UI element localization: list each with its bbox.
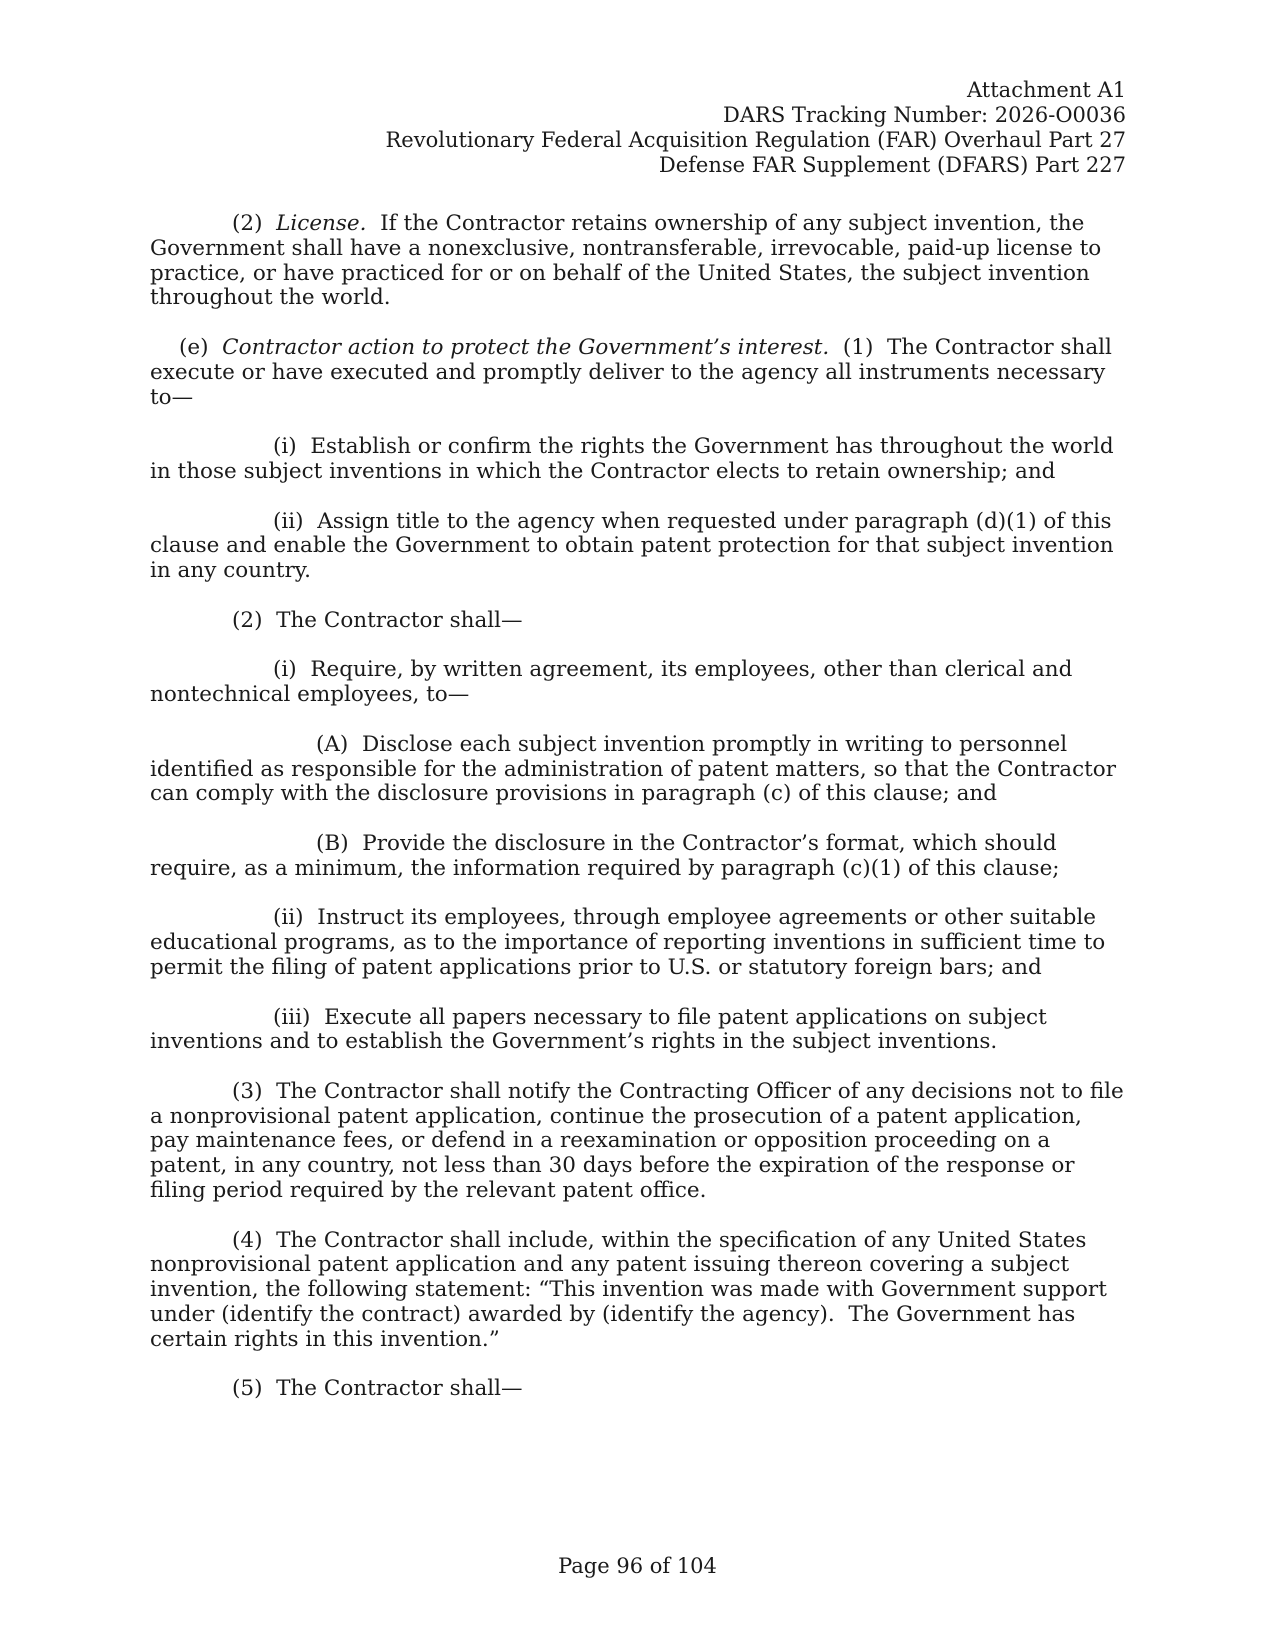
document-body: [150, 212, 1125, 1402]
paragraph-e2-iii: [150, 1006, 1125, 1056]
paragraph-lead: (ii): [273, 508, 318, 534]
paragraph-text: Establish or confirm the rights the Government has throughout the world in those subject inventions in which the Contractor elects to retain ownership; and: [150, 434, 1114, 484]
paragraph-text: Execute all papers necessary to file patent applications on subject inventions and to establish the Government’s rights in the subject inventions.: [150, 1004, 1047, 1055]
paragraph-e1-ii: [150, 510, 1125, 584]
paragraph-e3: [150, 1080, 1125, 1204]
paragraph-heading: Contractor action to protect the Government’s interest.: [222, 334, 830, 360]
paragraph-e2-i-B: [150, 832, 1125, 882]
paragraph-lead: (2): [232, 607, 277, 633]
paragraph-e1-i: [150, 435, 1125, 485]
paragraph-e5: [150, 1377, 1125, 1402]
paragraph-lead: (e): [179, 334, 223, 360]
paragraph-text: The Contractor shall notify the Contracting Officer of any decisions not to file a nonprovisional patent application, continue the prosecution of a patent application, pay maintenance fees, or defend in a reexamination or opposition proceeding on a patent, in any country, not less than 30 days before the expiration of the response or filing period required by the relevant patent office.: [150, 1078, 1124, 1204]
header-tracking-number: DARS Tracking Number: 2026-O0036: [723, 103, 1126, 127]
paragraph-lead: (5): [232, 1376, 277, 1402]
paragraph-text: If the Contractor retains ownership of any subject invention, the Government shall have a nonexclusive, nontransferable, irrevocable, paid-up license to practice, or have practiced for or on behalf of the United States, the subject invention throughout the world.: [150, 211, 1102, 311]
paragraph-text: The Contractor shall—: [276, 607, 523, 633]
paragraph-e2-ii: [150, 906, 1125, 980]
paragraph-text: Assign title to the agency when requested under paragraph (d)(1) of this clause and enable the Government to obtain patent protection for that subject invention in any country.: [150, 508, 1114, 584]
paragraph-lead: (A): [316, 731, 362, 757]
paragraph-e2: [150, 609, 1125, 634]
paragraph-lead: (iii): [273, 1004, 325, 1030]
header-attachment: Attachment A1: [967, 78, 1126, 102]
paragraph-e4: [150, 1229, 1125, 1353]
paragraph-lead: (2): [232, 211, 277, 236]
header-dfars-part: Defense FAR Supplement (DFARS) Part 227: [658, 153, 1126, 177]
paragraph-d2-license: [150, 212, 1125, 311]
paragraph-text: Instruct its employees, through employee agreements or other suitable educational programs, as to the importance of reporting inventions in sufficient time to permit the filing of patent applications prior to U.S. or statutory foreign bars; and: [150, 905, 1106, 980]
paragraph-text: The Contractor shall include, within the specification of any United States nonprovisional patent application and any patent issuing thereon covering a subject invention, the following statement: “This invention was made with Government support under (identify the contract) awarded by (identify the agency). The Government has certain rights in this invention.”: [150, 1227, 1107, 1352]
paragraph-lead: (i): [273, 657, 311, 683]
paragraph-lead: (i): [273, 434, 311, 460]
paragraph-lead: (ii): [273, 905, 318, 931]
paragraph-text: Disclose each subject invention promptly in writing to personnel identified as responsible for the administration of patent matters, so that the Contractor can comply with the disclosure provisions in paragraph (c) of this clause; and: [150, 731, 1117, 807]
page-header: [386, 78, 1127, 178]
page-number: Page 96 of 104: [558, 1554, 717, 1578]
header-far-part: Revolutionary Federal Acquisition Regulation (FAR) Overhaul Part 27: [385, 128, 1126, 152]
paragraph-lead: (4): [232, 1227, 277, 1253]
paragraph-text: (1) The Contractor shall execute or have executed and promptly deliver to the agency all instruments necessary to—: [150, 334, 1112, 410]
paragraph-text: The Contractor shall—: [276, 1376, 523, 1402]
paragraph-e-contractor-action: [150, 336, 1125, 410]
paragraph-text: Provide the disclosure in the Contractor’s format, which should require, as a minimum, the information required by paragraph (c)(1) of this clause;: [150, 830, 1060, 881]
paragraph-text: Require, by written agreement, its employees, other than clerical and nontechnical employees, to—: [150, 657, 1073, 708]
paragraph-lead: (B): [316, 830, 363, 856]
paragraph-lead: (3): [232, 1078, 277, 1104]
paragraph-e2-i-A: [150, 733, 1125, 807]
paragraph-e2-i: [150, 658, 1125, 708]
paragraph-heading: License.: [276, 211, 367, 236]
